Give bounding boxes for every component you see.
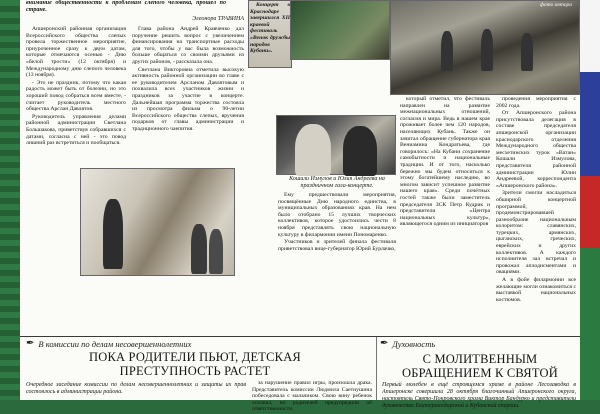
paragraph: за нарушение правил игры, произошла драка. Представитель комиссии Людмила Саетнушина побеседовала с мальчиком. Свою вину ребенок осознал, но родителей предупредили об ответственности. bbox=[252, 380, 372, 413]
attendee-figure bbox=[209, 229, 223, 274]
performer-figure bbox=[441, 31, 453, 71]
paragraph: который отметил, что фестиваль направлен на развитие межнациональных отношений, согласия и мира. Ведь в нашем крае проживает более чем 120 народов, населяющих Кубань. Также он зачитал обращение губернатора края Вениамина Кондратьева, где говорилось: «На Кубани сохранение самобытности и национальные традиции. И от того, насколько бережно мы будем относиться к этому богатейшему наследию, во многом зависит успешное развитие нашего края». Среди почётных гостей также были заместитель председателя ЗСК Петр Кудрик и представители «Центра национальных культур», являющегося одним из инициаторов bbox=[400, 96, 490, 228]
festival-photo-stage bbox=[290, 0, 390, 60]
article-column-3 bbox=[278, 192, 396, 253]
paragraph: Участников и зрителей финала фестиваля приветствовал вице-губернатор Юрий Бурлачко, bbox=[278, 239, 396, 252]
person-figure bbox=[343, 126, 377, 176]
paragraph: А в фойе филармонии все желающие могли ознакомиться с выставкой национальных костюмов. bbox=[496, 277, 576, 303]
photo-credit: фото автора bbox=[540, 2, 573, 8]
paragraph: Руководитель управления делами районной администрации Светлана Большакова, приветствуя собравшихся с датами, согласна с ней - это повод лишний раз встретиться и пообщаться. bbox=[26, 113, 126, 147]
vertical-divider bbox=[376, 337, 377, 400]
person-figure bbox=[295, 124, 331, 176]
article-column-1 bbox=[26, 26, 126, 148]
section-divider bbox=[20, 336, 580, 337]
paragraph: Глава района Андрей Кравченко дал поручение решить вопрос с увеличением финансирования на транспортные расходы для того, чтобы у вас была возможность больше общаться со своими друзьями из других районов, - рассказала она. bbox=[132, 26, 244, 65]
event-photo-meeting bbox=[80, 168, 235, 276]
right-border-flag bbox=[580, 0, 600, 400]
portrait-photo bbox=[276, 115, 396, 175]
paragraph: Концерт в Краснодаре завершился XII краевой фестиваль «Венок дружбы народов Кубани». bbox=[250, 2, 290, 55]
headline-prayer: С МОЛИТВЕННЫМ ОБРАЩЕНИЕМ К СВЯТОЙ bbox=[402, 352, 558, 380]
paragraph: От Апшеронского района присутствовала делегация в составе председателя апшеронской организации краснодарского отделения Международного общества месхетинских турок «Ватан» Кошали Измулова, представителя районной администрации Юлии Андреевой, корреспондента «Апшеронского района». bbox=[496, 110, 576, 189]
paragraph: Светлана Викторовна отметила высокую активность районной организации во главе с ее руководителем Арсланом Давлятовым и похвалила всех участников жизни и праздников за участие в концерте. Дальнейшая программа торжества состояла из просмотра фильма о 90-летии Всероссийского общества слепых, вручения подарков от главы администрации и традиционного чаепития. bbox=[132, 66, 244, 132]
photo-caption: Кошали Измулов и Юлия Андреева на праздничном гала-концерте. bbox=[289, 176, 385, 189]
paragraph: проведения мероприятия с 2002 года. bbox=[496, 96, 576, 109]
attendee-figure bbox=[191, 224, 207, 274]
lead-prayer: Первый молебен в ещё строящемся храме в районе Лесозаводка в Апшеронске совершили 28 октября благочинный Апшеронского округа, настоятель Свято-Покровского храма Виктор Бандурко и представители духовенства Екатеринодарской и Кубанской епархии. bbox=[382, 382, 576, 409]
paragraph: Ему предшествовали мероприятия, посвящённые Дню народного единства, в муниципальных образованиях края. На нем было отобрано 15 лучших творческих коллективов, которое удостоились чести 8 ноября представлять свою национальную культуру в филармонии имени Пономаренко. bbox=[278, 192, 396, 238]
lead-commission: Очередное заседание комиссии по делам несовершеннолетних и защиты их прав состоялось в администрации района. bbox=[26, 382, 246, 395]
headline-children-crime: ПОКА РОДИТЕЛИ ПЬЮТ, ДЕТСКАЯ ПРЕСТУПНОСТЬ РАСТЕТ bbox=[89, 350, 301, 378]
article-commission-text bbox=[252, 380, 372, 414]
rubric-label: Духовность bbox=[392, 338, 436, 349]
festival-intro-column bbox=[250, 2, 290, 56]
article-column-5 bbox=[496, 96, 576, 304]
paragraph: Апшеронский районная организация Всероссийского общества слепых провела торжественное мероприятие, приуроченное сразу к двум датам, которые отмечаются осенью - Дню «белой трости» (12 октября) и Международному дню слепого человека (13 ноября). bbox=[26, 26, 126, 79]
rubric-spirituality bbox=[380, 338, 435, 349]
speaker-figure bbox=[103, 199, 123, 269]
top-lead-fragment: внимание общественности к проблемам слепого человека, прошел по стране. bbox=[26, 0, 226, 13]
rubric-commission bbox=[26, 338, 191, 349]
top-signature: Элеонора ТРАВИНА bbox=[192, 16, 244, 22]
paragraph: Зрители смогли насладиться обширной концертной программой, продемонстрировавшей разнообразие национальным колоритом: славянских, турецких, армянских, цыганских, греческих, еврейских и других коллективов. А каждого исполнителя зал встречал и провожал аплодисментами и овациями. bbox=[496, 190, 576, 276]
pen-icon: ✒ bbox=[26, 338, 35, 349]
left-border-ornament bbox=[0, 0, 20, 400]
pen-icon: ✒ bbox=[380, 338, 389, 349]
festival-photo-performers bbox=[390, 0, 580, 95]
paragraph: - Это не праздник, потому что какая радость может быть от болезни, но это хороший повод собраться всем вместе, - считает руководитель местного общества Арслан Давлятов. bbox=[26, 79, 126, 113]
performer-figure bbox=[521, 33, 533, 71]
newspaper-page bbox=[20, 0, 580, 413]
article-column-4 bbox=[400, 96, 490, 229]
performer-figure bbox=[481, 29, 493, 71]
article-column-2 bbox=[132, 26, 244, 134]
rubric-label: В комиссии по делам несовершеннолетних bbox=[38, 338, 192, 349]
